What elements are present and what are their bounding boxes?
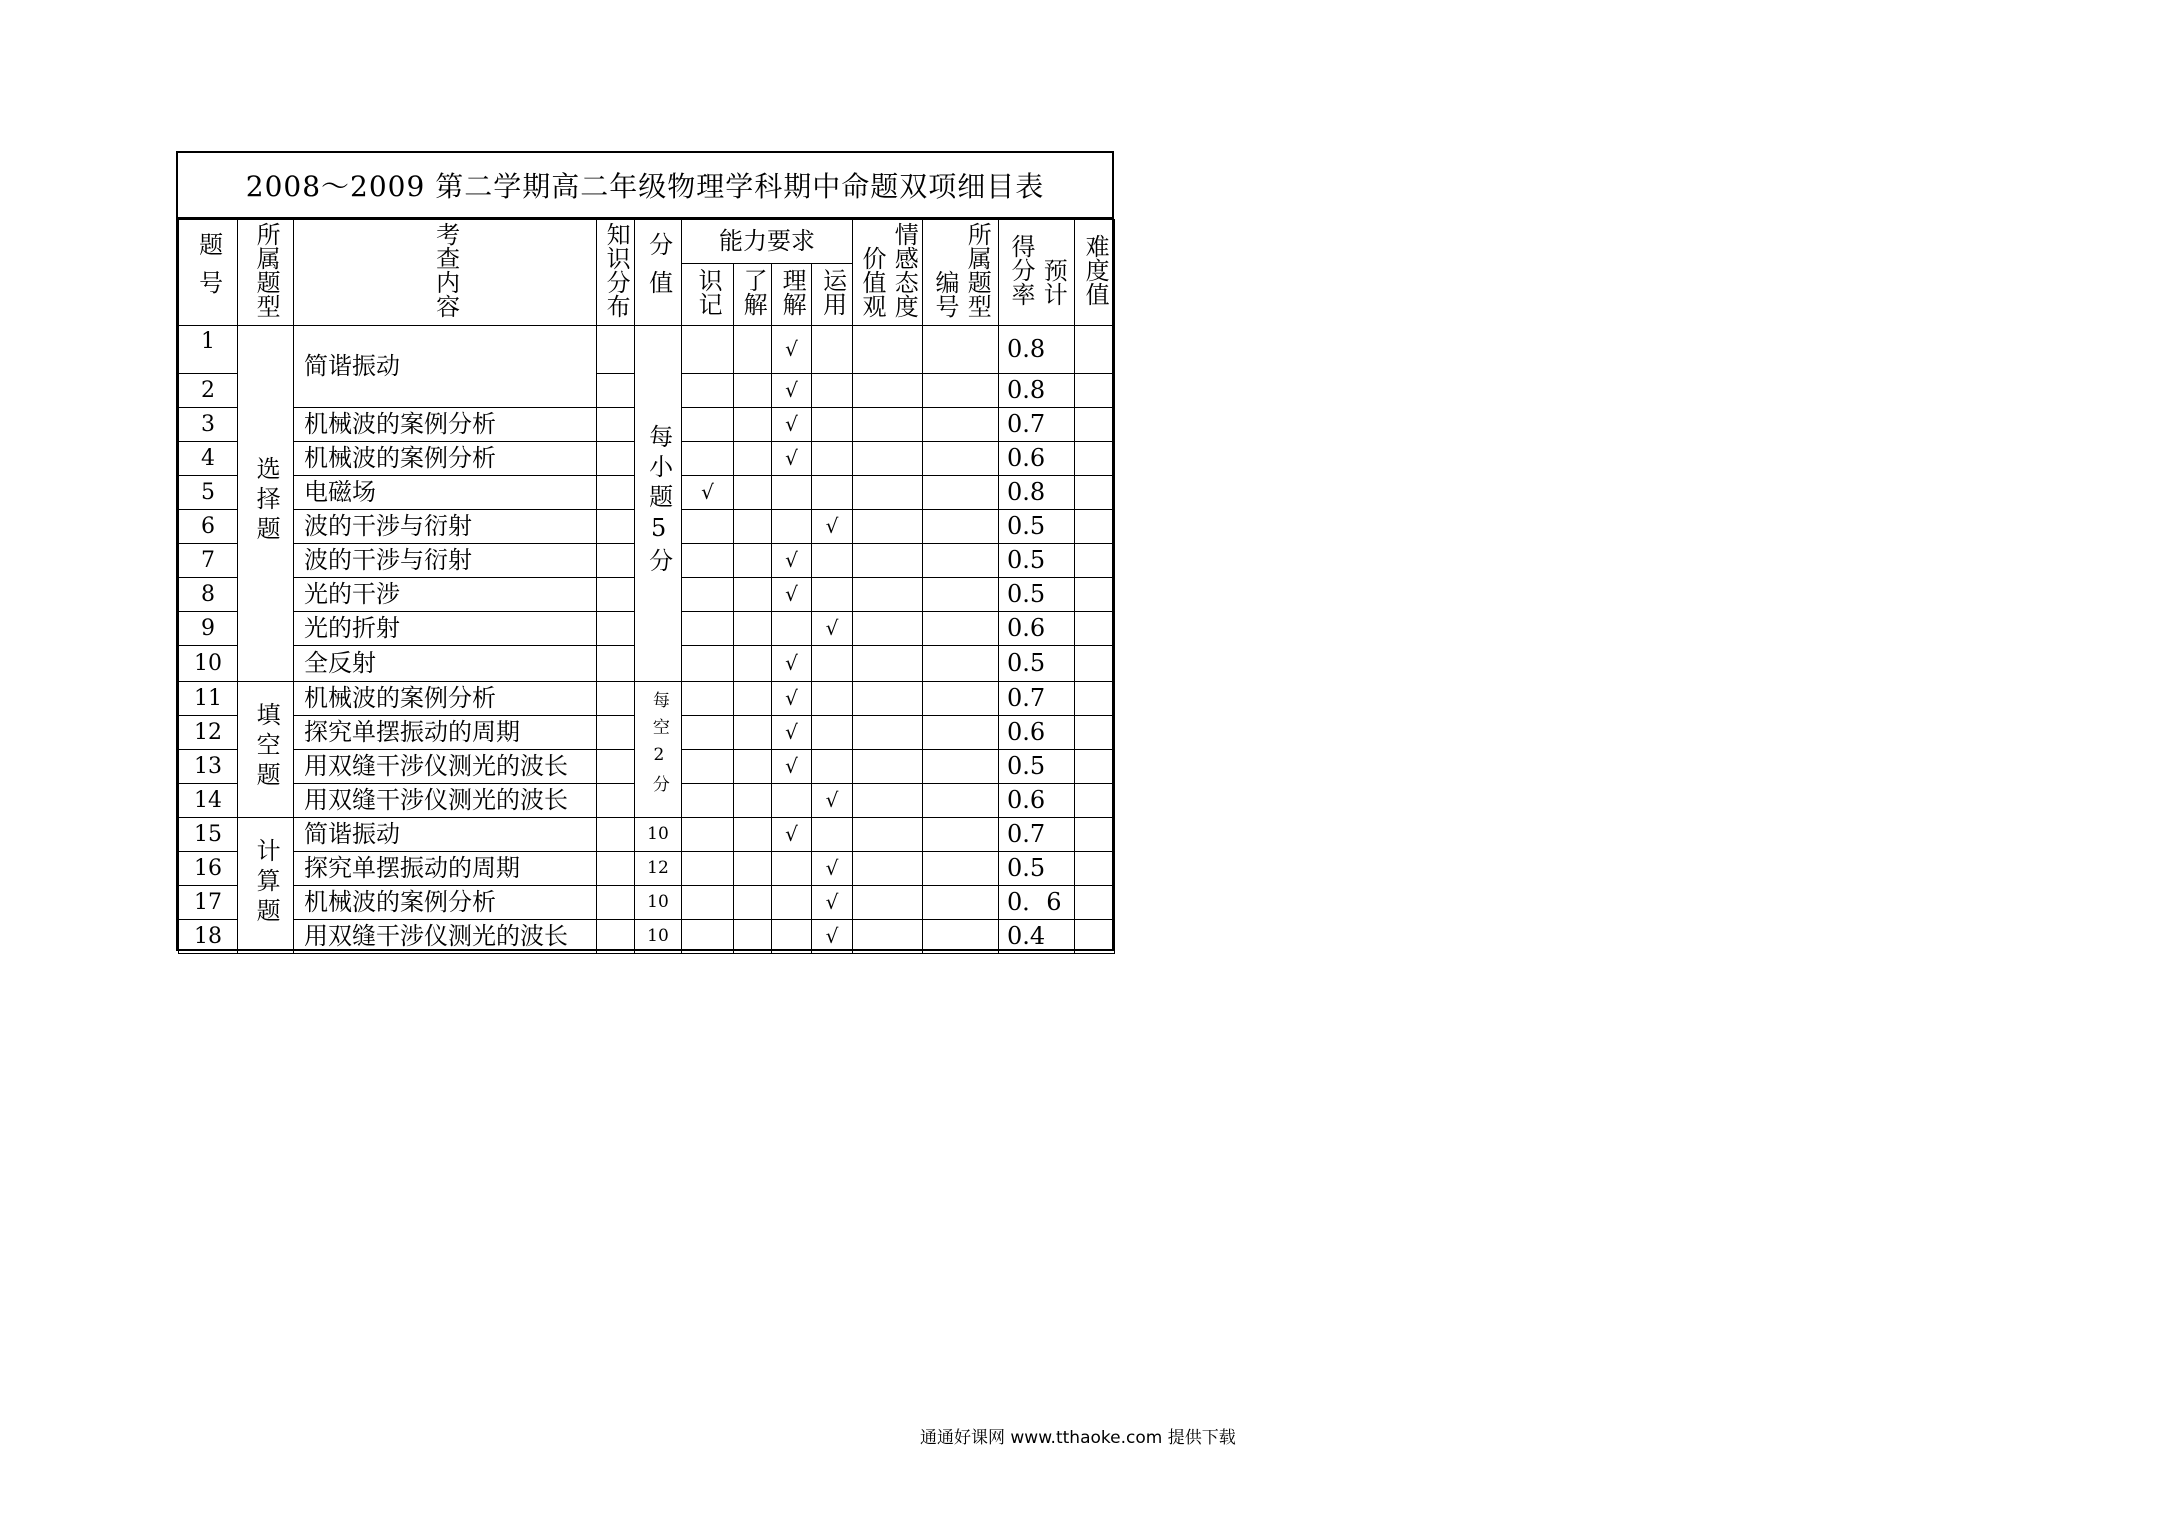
row-knowledge — [597, 784, 635, 818]
row-score: 10 — [635, 818, 682, 852]
row-knowledge — [597, 612, 635, 646]
score-group-fill: 每空2分 — [635, 682, 682, 818]
row-rate: 0.6 — [999, 612, 1075, 646]
ability-1-cell — [682, 442, 734, 476]
ability-3-cell: √ — [772, 442, 812, 476]
ability-3-cell: √ — [772, 818, 812, 852]
row-code — [923, 408, 999, 442]
row-number: 6 — [179, 510, 238, 544]
row-rate: 0.8 — [999, 326, 1075, 374]
row-value-emotion — [853, 544, 923, 578]
ability-4-cell: √ — [812, 612, 853, 646]
ability-3-cell — [772, 476, 812, 510]
ability-4-cell — [812, 578, 853, 612]
ability-2-cell — [734, 408, 772, 442]
row-code — [923, 716, 999, 750]
row-value-emotion — [853, 442, 923, 476]
row-score: 10 — [635, 920, 682, 954]
row-knowledge — [597, 408, 635, 442]
row-code — [923, 326, 999, 374]
ability-4-cell: √ — [812, 852, 853, 886]
ability-3-cell — [772, 510, 812, 544]
row-code — [923, 886, 999, 920]
ability-2-cell — [734, 476, 772, 510]
row-difficulty — [1075, 408, 1115, 442]
header-ability-4: 运用 — [812, 264, 853, 326]
row-content: 机械波的案例分析 — [294, 442, 597, 476]
row-number: 8 — [179, 578, 238, 612]
row-code — [923, 920, 999, 954]
row-rate: 0.6 — [999, 442, 1075, 476]
row-knowledge — [597, 886, 635, 920]
header-code — [923, 220, 999, 326]
row-rate: 0.5 — [999, 852, 1075, 886]
ability-4-cell: √ — [812, 784, 853, 818]
row-knowledge — [597, 750, 635, 784]
row-difficulty — [1075, 326, 1115, 374]
row-code — [923, 750, 999, 784]
ability-4-cell: √ — [812, 510, 853, 544]
row-value-emotion — [853, 476, 923, 510]
row-difficulty — [1075, 374, 1115, 408]
ability-1-cell — [682, 716, 734, 750]
row-knowledge — [597, 476, 635, 510]
row-number: 16 — [179, 852, 238, 886]
ability-1-cell — [682, 886, 734, 920]
row-code — [923, 510, 999, 544]
ability-4-cell — [812, 326, 853, 374]
row-value-emotion — [853, 682, 923, 716]
header-rate-pred: 预计 — [1039, 257, 1068, 306]
row-number: 17 — [179, 886, 238, 920]
row-value-emotion — [853, 408, 923, 442]
row-number: 2 — [179, 374, 238, 408]
header-ability-1: 识记 — [682, 264, 734, 326]
header-content: 考查内容 — [294, 220, 597, 326]
ability-4-cell — [812, 716, 853, 750]
row-content: 波的干涉与衍射 — [294, 544, 597, 578]
row-content: 用双缝干涉仪测光的波长 — [294, 920, 597, 954]
header-type: 所属题型 — [238, 220, 294, 326]
ability-2-cell — [734, 374, 772, 408]
row-number: 7 — [179, 544, 238, 578]
table-row — [179, 920, 1115, 954]
row-knowledge — [597, 852, 635, 886]
row-score: 12 — [635, 852, 682, 886]
ability-1-cell — [682, 612, 734, 646]
row-difficulty — [1075, 578, 1115, 612]
ability-3-cell: √ — [772, 578, 812, 612]
row-code — [923, 784, 999, 818]
header-num: 题号 — [179, 220, 238, 326]
row-content: 光的干涉 — [294, 578, 597, 612]
ability-1-cell — [682, 510, 734, 544]
row-difficulty — [1075, 646, 1115, 682]
score-group-choice: 每小题5分 — [635, 326, 682, 682]
row-rate: 0.7 — [999, 818, 1075, 852]
row-rate: 0.8 — [999, 374, 1075, 408]
section-choice: 选择题 — [238, 326, 294, 682]
row-number: 4 — [179, 442, 238, 476]
row-knowledge — [597, 716, 635, 750]
ability-4-cell — [812, 750, 853, 784]
row-content: 光的折射 — [294, 612, 597, 646]
ability-2-cell — [734, 646, 772, 682]
row-number: 13 — [179, 750, 238, 784]
row-code — [923, 442, 999, 476]
ability-1-cell — [682, 852, 734, 886]
ability-1-cell — [682, 682, 734, 716]
row-rate: 0.7 — [999, 408, 1075, 442]
row-rate: 0.5 — [999, 544, 1075, 578]
ability-2-cell — [734, 716, 772, 750]
table-row — [179, 852, 1115, 886]
ability-1-cell — [682, 578, 734, 612]
row-difficulty — [1075, 510, 1115, 544]
ability-2-cell — [734, 852, 772, 886]
row-number: 10 — [179, 646, 238, 682]
row-difficulty — [1075, 716, 1115, 750]
row-knowledge — [597, 442, 635, 476]
section-fill: 填空题 — [238, 682, 294, 818]
row-value-emotion — [853, 578, 923, 612]
row-value-emotion — [853, 510, 923, 544]
row-code — [923, 374, 999, 408]
row-knowledge — [597, 544, 635, 578]
row-code — [923, 646, 999, 682]
row-value-emotion — [853, 716, 923, 750]
ability-3-cell: √ — [772, 682, 812, 716]
row-rate: 0.6 — [999, 784, 1075, 818]
ability-3-cell — [772, 920, 812, 954]
header-rate — [999, 220, 1075, 326]
row-rate: 0.5 — [999, 510, 1075, 544]
ability-3-cell: √ — [772, 374, 812, 408]
ability-1-cell — [682, 920, 734, 954]
row-rate: 0.7 — [999, 682, 1075, 716]
row-rate: 0.8 — [999, 476, 1075, 510]
ability-3-cell — [772, 886, 812, 920]
row-number: 14 — [179, 784, 238, 818]
ability-4-cell — [812, 476, 853, 510]
ability-3-cell: √ — [772, 716, 812, 750]
row-number: 1 — [179, 326, 238, 374]
row-difficulty — [1075, 442, 1115, 476]
row-number: 9 — [179, 612, 238, 646]
row-difficulty — [1075, 682, 1115, 716]
row-value-emotion — [853, 750, 923, 784]
row-content: 电磁场 — [294, 476, 597, 510]
ability-3-cell: √ — [772, 544, 812, 578]
ability-4-cell: √ — [812, 886, 853, 920]
row-difficulty — [1075, 886, 1115, 920]
ability-2-cell — [734, 326, 772, 374]
row-rate: 0.5 — [999, 750, 1075, 784]
row-content: 用双缝干涉仪测光的波长 — [294, 784, 597, 818]
spec-table — [178, 219, 1115, 954]
row-value-emotion — [853, 852, 923, 886]
row-rate: 0.4 — [999, 920, 1075, 954]
ability-3-cell: √ — [772, 326, 812, 374]
ability-4-cell — [812, 682, 853, 716]
ability-2-cell — [734, 442, 772, 476]
row-value-emotion — [853, 612, 923, 646]
row-value-emotion — [853, 326, 923, 374]
ability-2-cell — [734, 578, 772, 612]
row-knowledge — [597, 920, 635, 954]
ability-1-cell — [682, 408, 734, 442]
ability-1-cell — [682, 750, 734, 784]
row-number: 5 — [179, 476, 238, 510]
ability-3-cell: √ — [772, 750, 812, 784]
row-content: 用双缝干涉仪测光的波长 — [294, 750, 597, 784]
ability-3-cell: √ — [772, 646, 812, 682]
row-number: 12 — [179, 716, 238, 750]
row-content: 全反射 — [294, 646, 597, 682]
row-number: 11 — [179, 682, 238, 716]
header-row-1 — [179, 220, 1115, 264]
row-score: 10 — [635, 886, 682, 920]
header-rate-label: 得分率 — [1007, 233, 1035, 306]
row-code — [923, 544, 999, 578]
row-value-emotion — [853, 886, 923, 920]
ability-4-cell — [812, 408, 853, 442]
ability-2-cell — [734, 920, 772, 954]
row-knowledge — [597, 578, 635, 612]
ability-1-cell — [682, 544, 734, 578]
table-row — [179, 818, 1115, 852]
row-difficulty — [1075, 750, 1115, 784]
row-value-emotion — [853, 646, 923, 682]
table-row — [179, 886, 1115, 920]
row-difficulty — [1075, 544, 1115, 578]
ability-1-cell — [682, 818, 734, 852]
row-rate: 0.5 — [999, 646, 1075, 682]
row-content: 探究单摆振动的周期 — [294, 716, 597, 750]
row-content: 波的干涉与衍射 — [294, 510, 597, 544]
ability-4-cell — [812, 646, 853, 682]
row-code — [923, 682, 999, 716]
row-value-emotion — [853, 818, 923, 852]
table-row — [179, 682, 1115, 716]
ability-2-cell — [734, 818, 772, 852]
ability-1-cell — [682, 784, 734, 818]
row-content: 机械波的案例分析 — [294, 886, 597, 920]
header-difficulty: 难度值 — [1075, 220, 1115, 326]
row-knowledge — [597, 326, 635, 374]
ability-2-cell — [734, 612, 772, 646]
table-title: 2008～2009 第二学期高二年级物理学科期中命题双项细目表 — [178, 153, 1112, 219]
ability-2-cell — [734, 682, 772, 716]
row-knowledge — [597, 818, 635, 852]
row-rate: 0.6 — [999, 716, 1075, 750]
row-rate: 0．6 — [999, 886, 1075, 920]
row-difficulty — [1075, 852, 1115, 886]
header-knowledge: 知识分布 — [597, 220, 635, 326]
row-knowledge — [597, 510, 635, 544]
row-rate: 0.5 — [999, 578, 1075, 612]
header-emotion: 情感态度 — [890, 221, 919, 318]
row-code — [923, 818, 999, 852]
header-code-type: 所属题型 — [963, 221, 992, 318]
ability-4-cell: √ — [812, 920, 853, 954]
row-difficulty — [1075, 784, 1115, 818]
ability-3-cell — [772, 784, 812, 818]
table-row — [179, 326, 1115, 374]
row-value-emotion — [853, 374, 923, 408]
header-ability-2: 了解 — [734, 264, 772, 326]
section-calc: 计算题 — [238, 818, 294, 954]
row-content: 简谐振动 — [294, 326, 597, 408]
ability-1-cell — [682, 326, 734, 374]
row-code — [923, 476, 999, 510]
ability-3-cell: √ — [772, 408, 812, 442]
row-difficulty — [1075, 920, 1115, 954]
ability-4-cell — [812, 544, 853, 578]
ability-2-cell — [734, 886, 772, 920]
row-number: 18 — [179, 920, 238, 954]
header-ability-3: 理解 — [772, 264, 812, 326]
ability-4-cell — [812, 374, 853, 408]
row-value-emotion — [853, 920, 923, 954]
row-difficulty — [1075, 612, 1115, 646]
ability-3-cell — [772, 612, 812, 646]
ability-4-cell — [812, 818, 853, 852]
row-value-emotion — [853, 784, 923, 818]
row-knowledge — [597, 682, 635, 716]
header-value-emotion — [853, 220, 923, 326]
row-content: 机械波的案例分析 — [294, 682, 597, 716]
ability-1-cell — [682, 374, 734, 408]
ability-1-cell — [682, 646, 734, 682]
row-code — [923, 612, 999, 646]
header-ability: 能力要求 — [682, 220, 853, 264]
ability-2-cell — [734, 544, 772, 578]
row-content: 探究单摆振动的周期 — [294, 852, 597, 886]
row-content: 机械波的案例分析 — [294, 408, 597, 442]
row-number: 3 — [179, 408, 238, 442]
ability-4-cell — [812, 442, 853, 476]
row-code — [923, 852, 999, 886]
header-score: 分值 — [635, 220, 682, 326]
ability-1-cell: √ — [682, 476, 734, 510]
ability-2-cell — [734, 510, 772, 544]
row-knowledge — [597, 646, 635, 682]
row-knowledge — [597, 374, 635, 408]
row-number: 15 — [179, 818, 238, 852]
row-content: 简谐振动 — [294, 818, 597, 852]
row-code — [923, 578, 999, 612]
ability-3-cell — [772, 852, 812, 886]
row-difficulty — [1075, 818, 1115, 852]
ability-2-cell — [734, 750, 772, 784]
header-code-label: 编号 — [931, 269, 959, 318]
footer-credit: 通通好课网 www.tthaoke.com 提供下载 — [920, 1428, 1236, 1448]
row-difficulty — [1075, 476, 1115, 510]
spec-table-sheet — [176, 151, 1114, 951]
ability-2-cell — [734, 784, 772, 818]
header-value: 价值观 — [858, 245, 886, 318]
